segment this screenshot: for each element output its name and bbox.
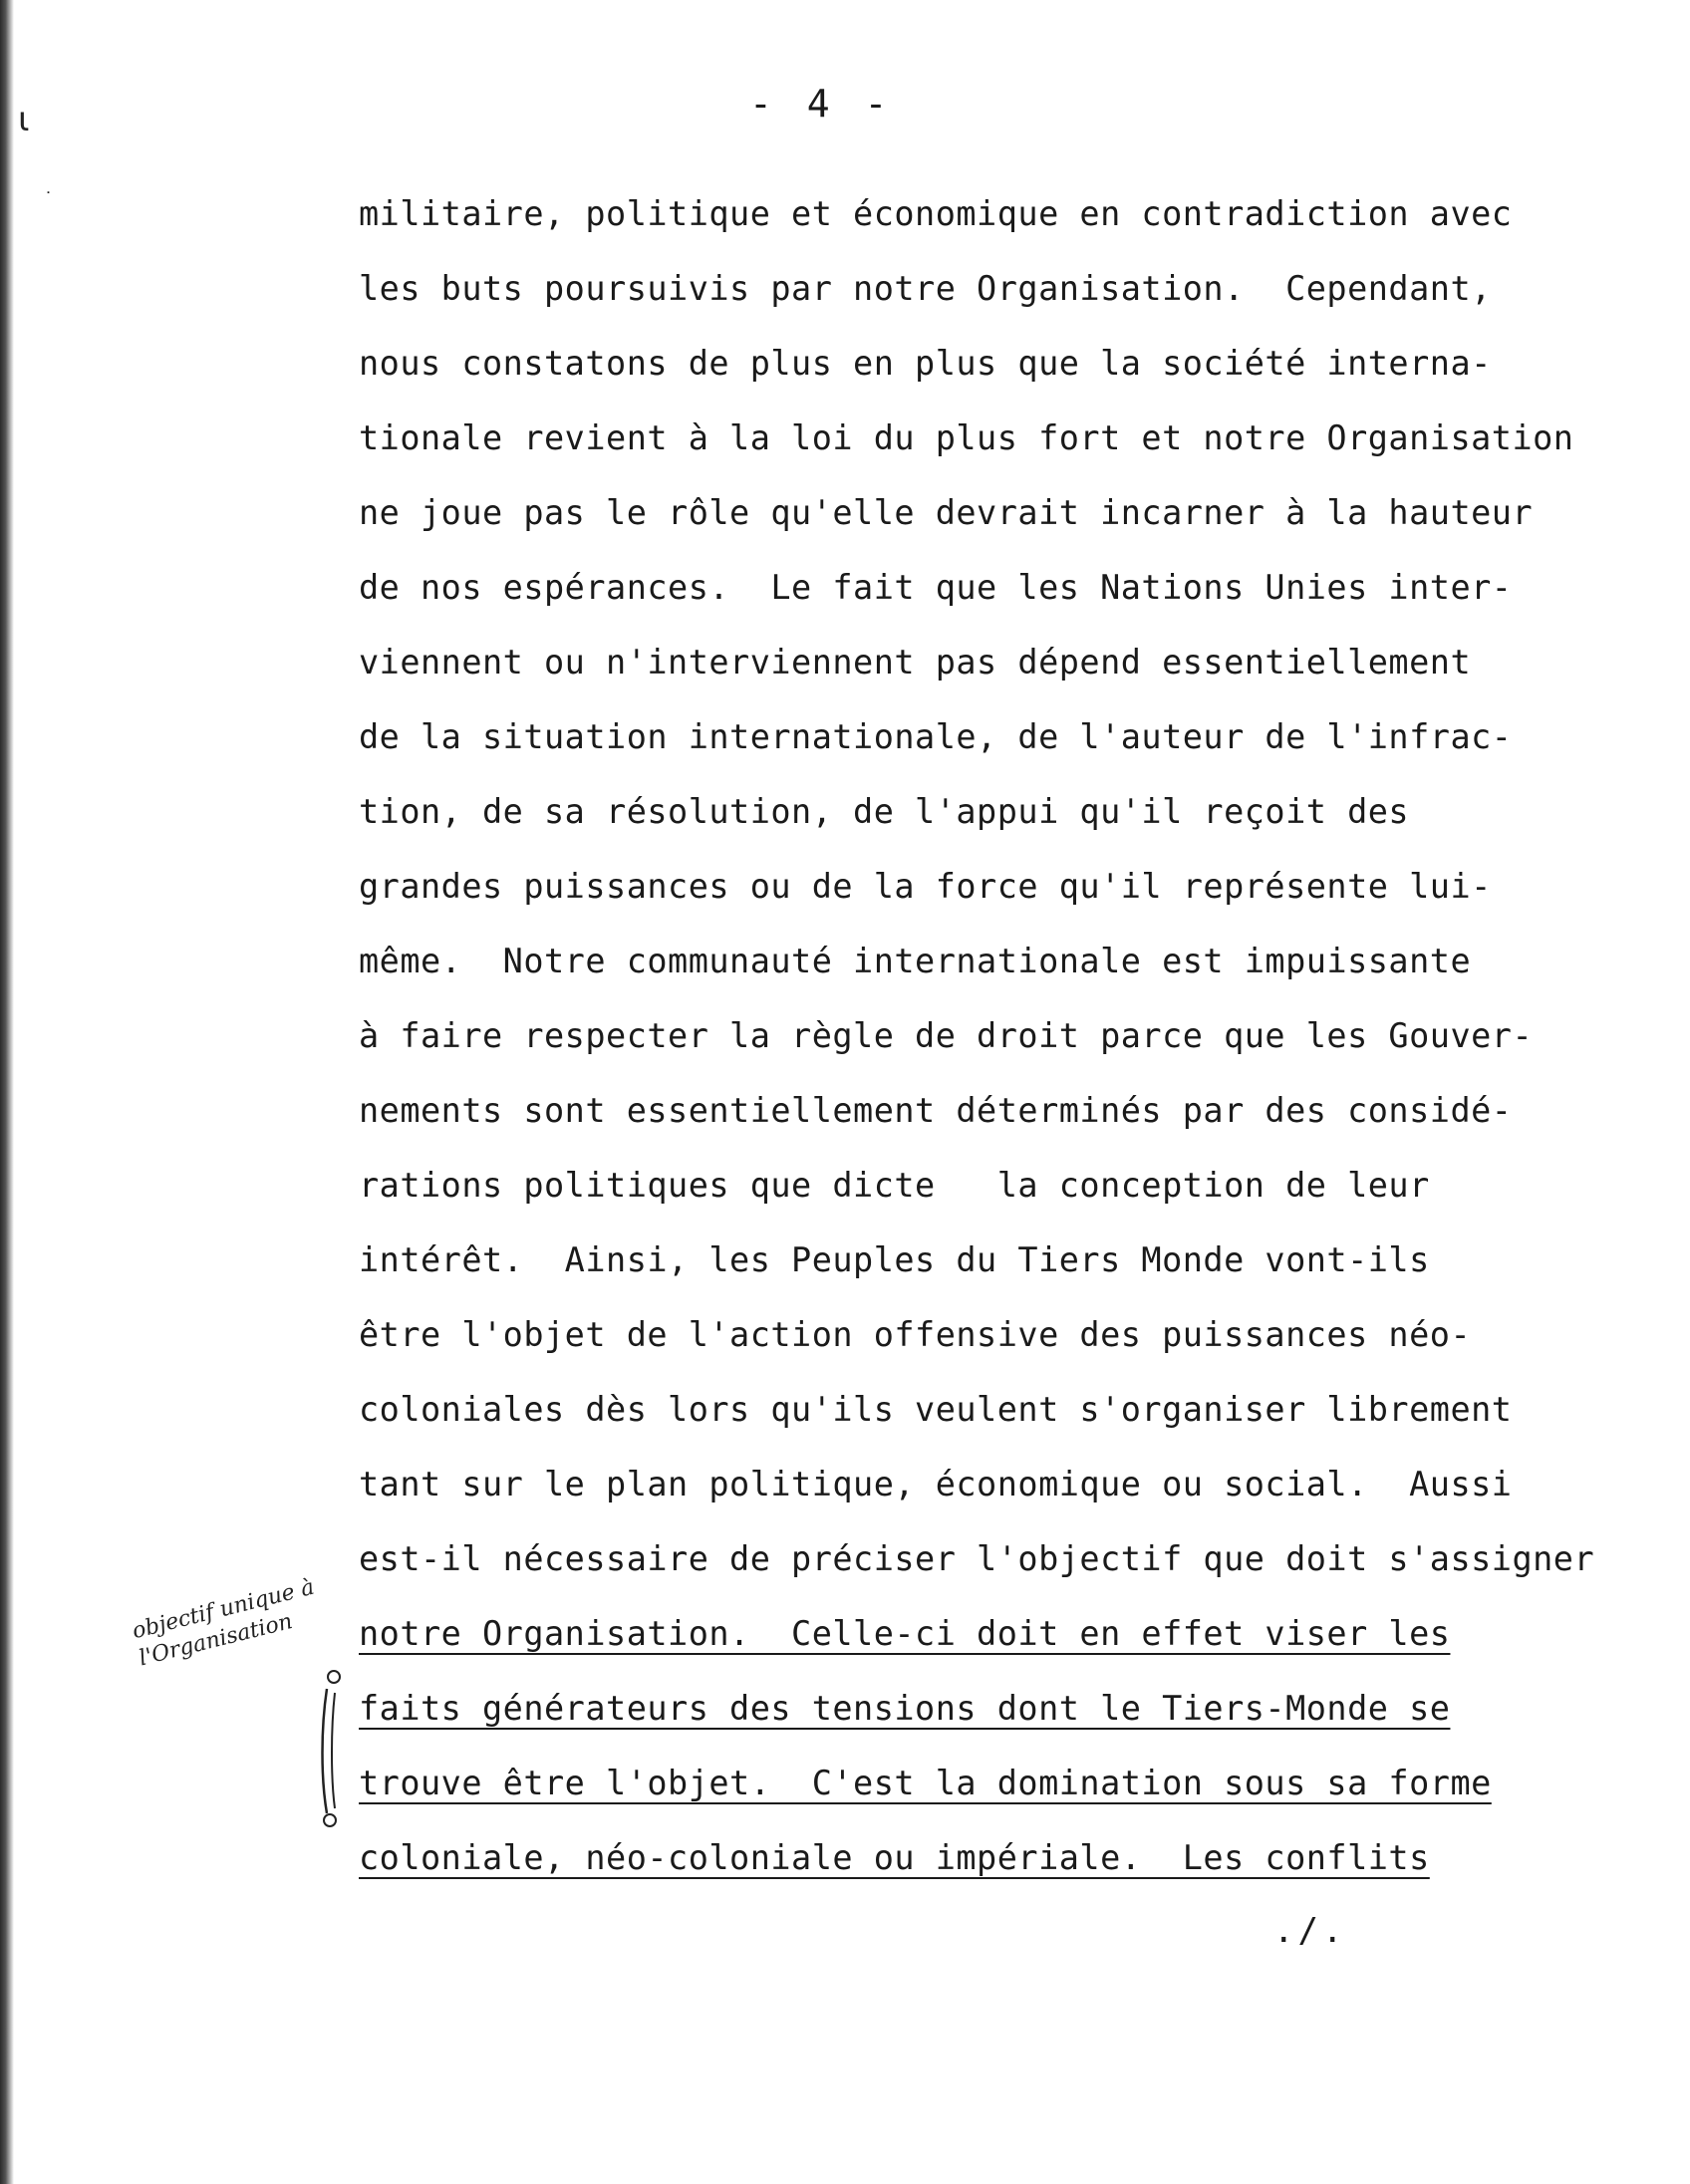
continuation-mark: ./. (1273, 1911, 1347, 1951)
text-line: nements sont essentiellement déterminés par des considé- (359, 1091, 1513, 1130)
text-line: viennent ou n'interviennent pas dépend essentiellement (359, 643, 1472, 682)
text-line: intérêt. Ainsi, les Peuples du Tiers Monde vont-ils (359, 1240, 1430, 1279)
text-line: tionale revient à la loi du plus fort et notre Organisation (359, 418, 1574, 457)
text-line-underlined: notre Organisation. Celle-ci doit en effet viser les (359, 1614, 1451, 1653)
text-line: rations politiques que dicte la conception de leur (359, 1166, 1430, 1205)
text-line: les buts poursuivis par notre Organisation. Cependant, (359, 269, 1492, 308)
page-number: - 4 - (749, 82, 894, 126)
edge-mark-top: ι (18, 100, 30, 139)
text-line: coloniales dès lors qu'ils veulent s'organiser librement (359, 1390, 1513, 1429)
text-line: être l'objet de l'action offensive des puissances néo- (359, 1315, 1472, 1354)
text-line: est-il nécessaire de préciser l'objectif que doit s'assigner (359, 1539, 1595, 1578)
text-line: tant sur le plan politique, économique ou social. Aussi (359, 1465, 1513, 1503)
text-line: nous constatons de plus en plus que la société interna- (359, 344, 1492, 383)
text-line: ne joue pas le rôle qu'elle devrait incarner à la hauteur (359, 493, 1534, 532)
text-line: militaire, politique et économique en contradiction avec (359, 194, 1513, 233)
text-line: de la situation internationale, de l'auteur de l'infrac- (359, 717, 1513, 756)
text-line: même. Notre communauté internationale est impuissante (359, 942, 1472, 980)
text-line: à faire respecter la règle de droit parce que les Gouver- (359, 1016, 1534, 1055)
scan-edge-shadow (0, 0, 14, 2184)
margin-bracket-mark (317, 1669, 351, 1828)
handwritten-margin-note: objectif unique à l'Organisation (130, 1574, 317, 1671)
text-line-underlined: coloniale, néo-coloniale ou impériale. Les conflits (359, 1838, 1430, 1877)
text-line: de nos espérances. Le fait que les Nations Unies inter- (359, 568, 1513, 607)
edge-mark-dot: ˙ (44, 189, 53, 210)
text-line: tion, de sa résolution, de l'appui qu'il reçoit des (359, 792, 1410, 831)
text-line-underlined: trouve être l'objet. C'est la domination sous sa forme (359, 1764, 1492, 1802)
text-line: grandes puissances ou de la force qu'il représente lui- (359, 867, 1492, 906)
text-line-underlined: faits générateurs des tensions dont le Tiers-Monde se (359, 1689, 1451, 1728)
